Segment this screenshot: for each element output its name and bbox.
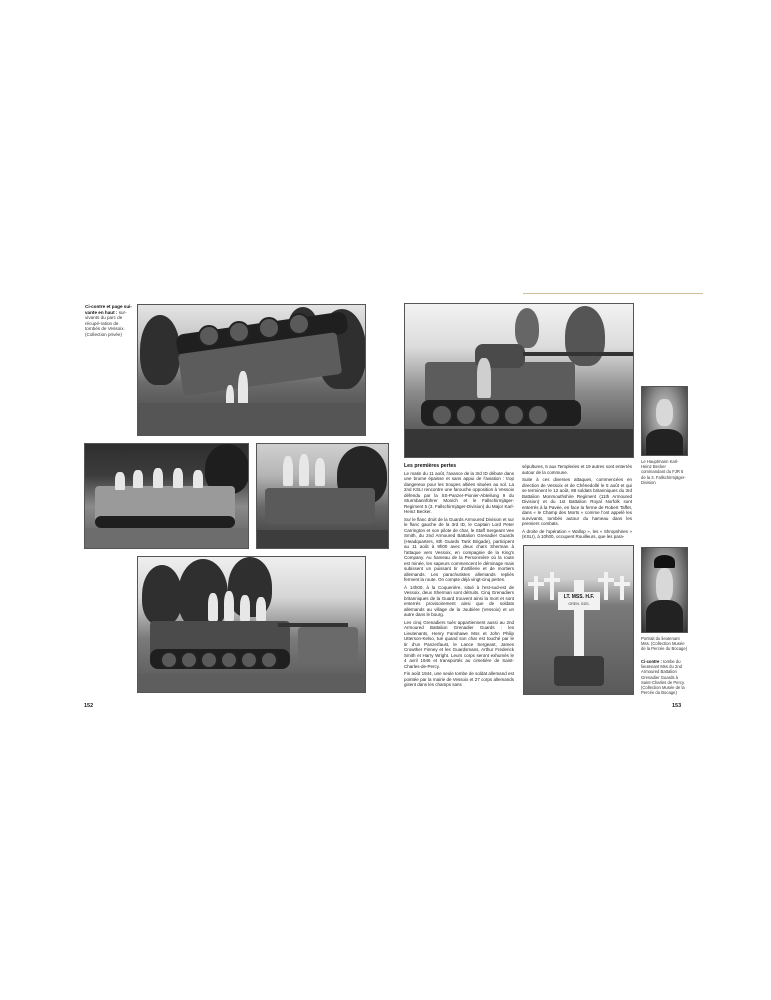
caption-cemetery-bold: Ci-contre : [641,659,662,664]
caption-portrait-becker: Le Hauptmann Karl-Heinz Becker commandant du FJR 5 de la 3. Fallschirmjäger-Division [641,459,686,485]
col2-paragraph: Suite à ces diverses attaques, commencées en direction de Vessoix et de Chênedollé le 5 août et qui se terminent le 12 août, 88 soldats britanniques du 3rd Battalion Monmouthshire Regiment (11th Armoured Division) et du 1st Battalion Royal Norfolk sont enterrés à la Pavée, en face la ferme de Robert Taffet, dans « le Champ des Morts » comme l'ont appelé les survivants, tombés autour du hameau dans les premiers combats. [522,477,632,526]
col2-paragraph: À droite de l'opération « Wallop », les « Shropshires » (KSLI), à 10h00, occupent Rouilleurs, que les para- [522,528,632,539]
photo-halftrack-children [256,443,389,549]
page-number-left: 152 [84,703,94,709]
caption-top-left-text: sur-vivants du parc de récupé-ration de tombés de Vessoix. (Collection privée) [85,309,127,337]
caption-top-left-bold: Ci-contre et page sui-vante en haut : [85,304,132,315]
col1-paragraph: Sur le flanc droit de la Guards Armoured Division et sur le flanc gauche de la 3rd ID, le Captain Lord Peter Carrington et son pilote de char, le Staff Sergeant Vee Smith, du 2nd Armoured Battalion Grenadier Guards (Headquarters, 6th Guards Tank Brigade), participent au 11 août à 9h00 avec deux chars Sherman à l'attaque vers Vessoix, en compagnie de la King's Company. Au hameau de la Personnière où la route est minée, les sapeurs commencent le déminage mais subissent un puissant tir d'artillerie et de mortiers allemands. Les parachutistes allemands repliés ferment la route. On compte déjà vingt-cinq pertes. [404,516,514,582]
col1-paragraph: Fin août 1944, une seule tombe de soldat allemand est pointée par la mairie de Vessoix et 27 corps allemands gisent dans les champs sans [404,671,514,687]
article-column-1 [404,464,514,690]
col1-paragraph: Les cinq Grenadiers tués appartiennent aussi au 2nd Armoured Battalion Grenadier Guards : les Lieutenants, Henry Fanshawe Mss et John Philip Utterson-Kelso, tué quand son char est touché par le tir d'un Panzerfaust, le Lance Sergeant, James Crowther Finney et les Guardsmans, Arthur Frederick Smith et Harry Wright. Leurs corps seront exhumés le 4 avril 1946 et transportés au cimetière de Saint-Charles-de-Percy. [404,619,514,669]
photo-halftrack-group [84,443,249,549]
caption-top-left [85,304,133,338]
portrait-lieutenant-mss [641,547,688,633]
photo-overturned-tank [137,304,366,436]
col1-paragraph: Le matin du 11 août, l'avance de la 3rd ID débute dans une brume épaisse et sans appui de l'aviation : trop dangereux pour les troupes alliées situées au sol. La 2nd KSLI rencontre une farouche opposition à Vessoix défendu par la SS-Panzer-Pionier-Abteilung 9 du Sturmbannführer Monich et le Fallschirmjäger-Regiment 5 (3. Fallschirmjäger-Division) du Major Karl-Heinz Becker. [404,470,514,514]
caption-cemetery-text: tombe du lieutenant Mss du 2nd Armoured Battalion Grenadier Guards à Saint-Charles de Percy. (Collection Musée de la Percée du Bocage) [641,659,685,696]
section-heading: Les premières pertes [404,463,457,469]
caption-cemetery [641,659,689,695]
col1-paragraph: À 14h00, à la Coquerière, situé à l'est-sud-est de Vessoix, deux Sherman sont détruits. Cinq Grenadiers britanniques de la Guard trouvent ainsi la mort et sont enterrés provisoirement ainsi que de soldats allemands au village de la Joubière (Vessoix) et un autre dans le bourg. [404,584,514,617]
photo-cemetery-grave [523,545,634,695]
page-number-right: 153 [672,703,682,709]
caption-portrait-mss: Portrait du lieutenant Mss. (Collection Musée de la Percée du Bocage) [641,636,688,652]
photo-tank-people [137,556,366,693]
photo-panther-tank [404,303,634,458]
header-rule [523,293,703,294]
article-column-2 [522,464,632,542]
grave-cross-subtext: GREN. GDS. [568,602,590,606]
portrait-becker [641,386,688,456]
grave-cross-text: LT. MSS. H.F. [563,594,595,600]
col2-paragraph: sépultures, 6 aux Templeries et 19 autres sont enterrés autour de la commune. [522,464,632,475]
